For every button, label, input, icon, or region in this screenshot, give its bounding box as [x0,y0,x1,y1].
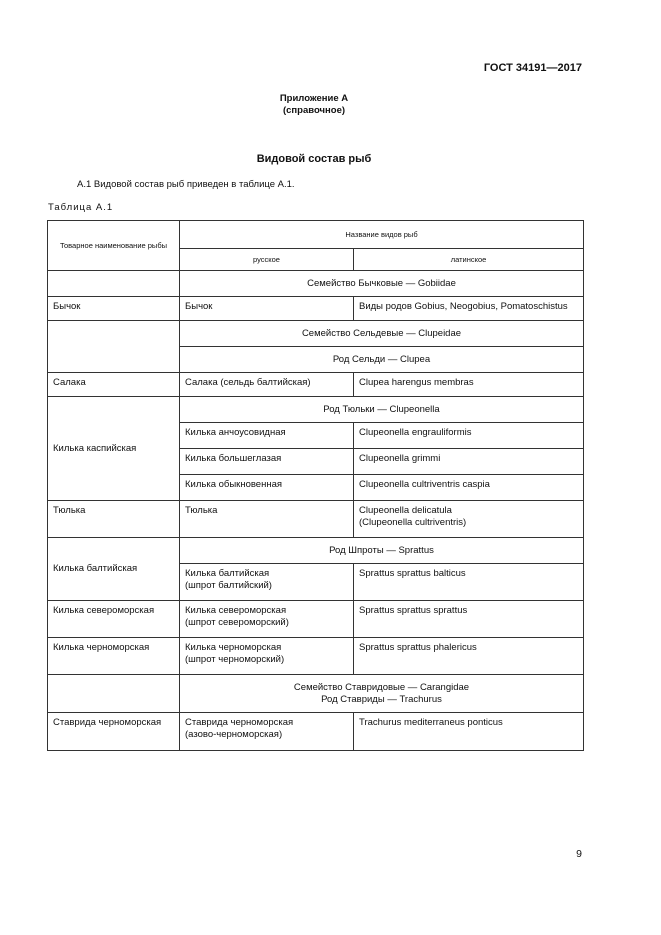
russian-name-line: Килька балтийская [185,568,270,579]
russian-name-cell: Килька обыкновенная [180,475,354,501]
trade-name-cell: Килька черноморская [48,638,180,675]
russian-name-line: (шпрот черноморский) [185,653,285,665]
latin-name-cell: Clupea harengus membras [354,373,584,397]
table-caption: Таблица А.1 [48,202,114,213]
genus-clupeonella: Род Тюльки — Clupeonella [180,397,584,423]
genus-sprattus: Род Шпроты — Sprattus [180,538,584,564]
species-table [47,220,584,751]
intro-paragraph: А.1 Видовой состав рыб приведен в таблице А.1. [77,179,295,190]
header-russian: русское [180,249,354,271]
document-id: ГОСТ 34191—2017 [483,62,582,74]
latin-name-cell: Виды родов Gobius, Neogobius, Pomatoschistus [354,297,584,321]
table-cell-empty [48,321,180,373]
latin-name-cell: Sprattus sprattus phalericus [354,638,584,675]
header-trade-name: Товарное наименование рыбы [48,221,180,271]
latin-name-cell: Clupeonella grimmi [354,449,584,475]
family-carangidae: Семейство Ставридовые — Carangidae [293,682,470,693]
family-gobiidae: Семейство Бычковые — Gobiidae [180,271,584,297]
russian-name-line: Ставрида черноморская [185,717,294,728]
russian-name-line: (азово-черноморская) [185,728,283,740]
trade-name-cell: Ставрида черноморская [48,713,180,751]
table-cell-empty [48,271,180,297]
trade-name-cell: Килька североморская [48,601,180,638]
russian-name-cell: Салака (сельдь балтийская) [180,373,354,397]
trade-name-cell: Килька балтийская [48,538,180,601]
russian-name-line: (шпрот североморский) [185,616,289,628]
russian-name-cell: Килька большеглазая [180,449,354,475]
genus-trachurus: Род Ставриды — Trachurus [321,693,442,705]
latin-name-line: (Clupeonella cultriventris) [359,516,467,528]
latin-name-cell: Sprattus sprattus sprattus [354,601,584,638]
russian-name-cell: Бычок [180,297,354,321]
family-carangidae-cell [180,675,584,713]
appendix-heading [0,93,628,117]
russian-name-cell [180,638,354,675]
trade-name-cell: Салака [48,373,180,397]
trade-name-cell: Тюлька [48,501,180,538]
header-latin: латинское [354,249,584,271]
latin-name-cell: Clupeonella engrauliformis [354,423,584,449]
appendix-subtitle: (справочное) [282,105,346,116]
russian-name-cell [180,564,354,601]
russian-name-line: (шпрот балтийский) [185,579,272,591]
family-clupeidae: Семейство Сельдевые — Clupeidae [180,321,584,347]
latin-name-cell: Sprattus sprattus balticus [354,564,584,601]
table-cell-empty [48,675,180,713]
latin-name-cell: Trachurus mediterraneus ponticus [354,713,584,751]
latin-name-cell [354,501,584,538]
appendix-title: Приложение А [279,93,349,104]
genus-clupea: Род Сельди — Clupea [180,347,584,373]
page-number: 9 [576,848,582,860]
russian-name-line: Килька североморская [185,605,287,616]
latin-name-line: Clupeonella delicatula [359,505,452,516]
header-species-names: Название видов рыб [180,221,584,249]
russian-name-cell [180,601,354,638]
russian-name-cell: Тюлька [180,501,354,538]
trade-name-cell: Бычок [48,297,180,321]
russian-name-line: Килька черноморская [185,642,282,653]
trade-name-cell: Килька каспийская [48,397,180,501]
latin-name-cell: Clupeonella cultriventris caspia [354,475,584,501]
russian-name-cell: Килька анчоусовидная [180,423,354,449]
russian-name-cell [180,713,354,751]
section-title: Видовой состав рыб [256,153,372,165]
